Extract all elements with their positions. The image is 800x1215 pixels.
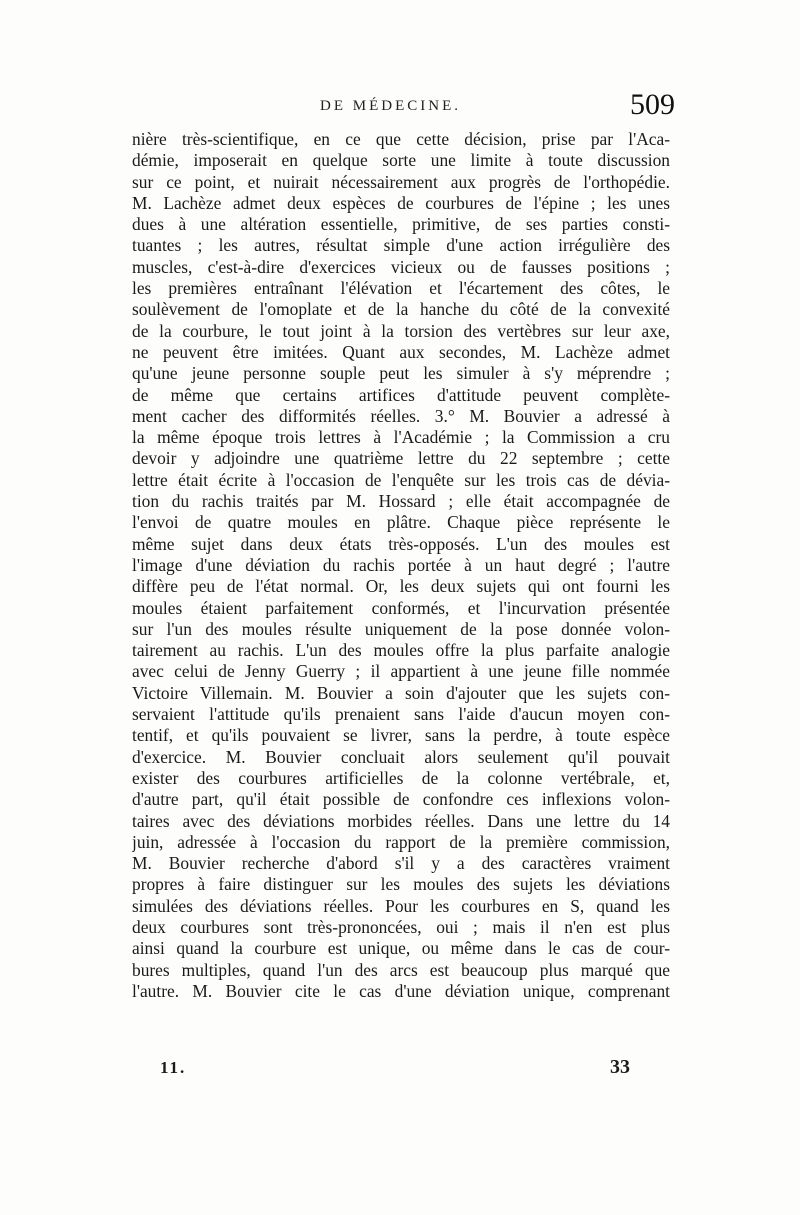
text-line: lettre était écrite à l'occasion de l'enquête sur les trois cas de dévia-	[132, 469, 670, 490]
page-footer	[160, 1058, 630, 1082]
text-line: la même époque trois lettres à l'Académie ; la Commission a cru	[132, 427, 670, 448]
text-line: d'exercice. M. Bouvier concluait alors seulement qu'il pouvait	[132, 746, 670, 767]
text-line: simulées des déviations réelles. Pour les courbures en S, quand les	[132, 895, 670, 916]
text-line: ment cacher des difformités réelles. 3.° M. Bouvier a adressé à	[132, 405, 670, 426]
text-line: diffère peu de l'état normal. Or, les deux sujets qui ont fourni les	[132, 576, 670, 597]
text-line: M. Lachèze admet deux espèces de courbures de l'épine ; les unes	[132, 192, 670, 213]
text-line: bures multiples, quand l'un des arcs est beaucoup plus marqué que	[132, 959, 670, 980]
text-line: l'image d'une déviation du rachis portée à un haut degré ; l'autre	[132, 554, 670, 575]
text-line: moules étaient parfaitement conformés, et l'incurvation présentée	[132, 597, 670, 618]
running-title: DE MÉDECINE.	[320, 98, 461, 114]
text-line: propres à faire distinguer sur les moules des sujets les déviations	[132, 874, 670, 895]
body-text	[132, 129, 670, 1002]
text-line: démie, imposerait en quelque sorte une limite à toute discussion	[132, 150, 670, 171]
text-line: tion du rachis traités par M. Hossard ; elle était accompagnée de	[132, 491, 670, 512]
signature-mark-right: 33	[610, 1056, 630, 1078]
text-line: dues à une altération essentielle, primitive, de ses parties consti-	[132, 214, 670, 235]
text-line: juin, adressée à l'occasion du rapport de la première commission,	[132, 831, 670, 852]
text-line: devoir y adjoindre une quatrième lettre du 22 septembre ; cette	[132, 448, 670, 469]
signature-mark-left: 11.	[160, 1058, 187, 1077]
text-line: exister des courbures artificielles de la colonne vertébrale, et,	[132, 767, 670, 788]
text-line: l'autre. M. Bouvier cite le cas d'une déviation unique, comprenant	[132, 980, 670, 1001]
text-line: sur l'un des moules résulte uniquement de la pose donnée volon-	[132, 618, 670, 639]
text-line: M. Bouvier recherche d'abord s'il y a des caractères vraiment	[132, 853, 670, 874]
text-line: même sujet dans deux états très-opposés. L'un des moules est	[132, 533, 670, 554]
page-number: 509	[630, 88, 675, 121]
text-line: ainsi quand la courbure est unique, ou même dans le cas de cour-	[132, 938, 670, 959]
text-line: de même que certains artifices d'attitude peuvent complète-	[132, 384, 670, 405]
text-line: de la courbure, le tout joint à la torsion des vertèbres sur leur axe,	[132, 320, 670, 341]
text-line: Victoire Villemain. M. Bouvier a soin d'ajouter que les sujets con-	[132, 682, 670, 703]
text-line: les premières entraînant l'élévation et l'écartement des côtes, le	[132, 278, 670, 299]
text-line: avec celui de Jenny Guerry ; il appartient à une jeune fille nommée	[132, 661, 670, 682]
text-line: nière très-scientifique, en ce que cette décision, prise par l'Aca-	[132, 129, 670, 149]
text-line: ne peuvent être imitées. Quant aux secondes, M. Lachèze admet	[132, 341, 670, 362]
text-line: qu'une jeune personne souple peut les simuler à s'y méprendre ;	[132, 363, 670, 384]
text-line: tentif, et qu'ils pouvaient se livrer, sans la perdre, à toute espèce	[132, 725, 670, 746]
text-line: l'envoi de quatre moules en plâtre. Chaque pièce représente le	[132, 512, 670, 533]
text-line: servaient l'attitude qu'ils prenaient sans l'aide d'aucun moyen con-	[132, 704, 670, 725]
running-head	[130, 88, 675, 124]
text-line: tuantes ; les autres, résultat simple d'une action irrégulière des	[132, 235, 670, 256]
text-line: muscles, c'est-à-dire d'exercices vicieux ou de fausses positions ;	[132, 256, 670, 277]
text-line: tairement au rachis. L'un des moules offre la plus parfaite analogie	[132, 640, 670, 661]
text-line: soulèvement de l'omoplate et de la hanche du côté de la convexité	[132, 299, 670, 320]
text-line: deux courbures sont très-prononcées, oui ; mais il n'en est plus	[132, 916, 670, 937]
text-line: taires avec des déviations morbides réelles. Dans une lettre du 14	[132, 810, 670, 831]
text-line: sur ce point, et nuirait nécessairement aux progrès de l'orthopédie.	[132, 171, 670, 192]
text-line: d'autre part, qu'il était possible de confondre ces inflexions volon-	[132, 789, 670, 810]
